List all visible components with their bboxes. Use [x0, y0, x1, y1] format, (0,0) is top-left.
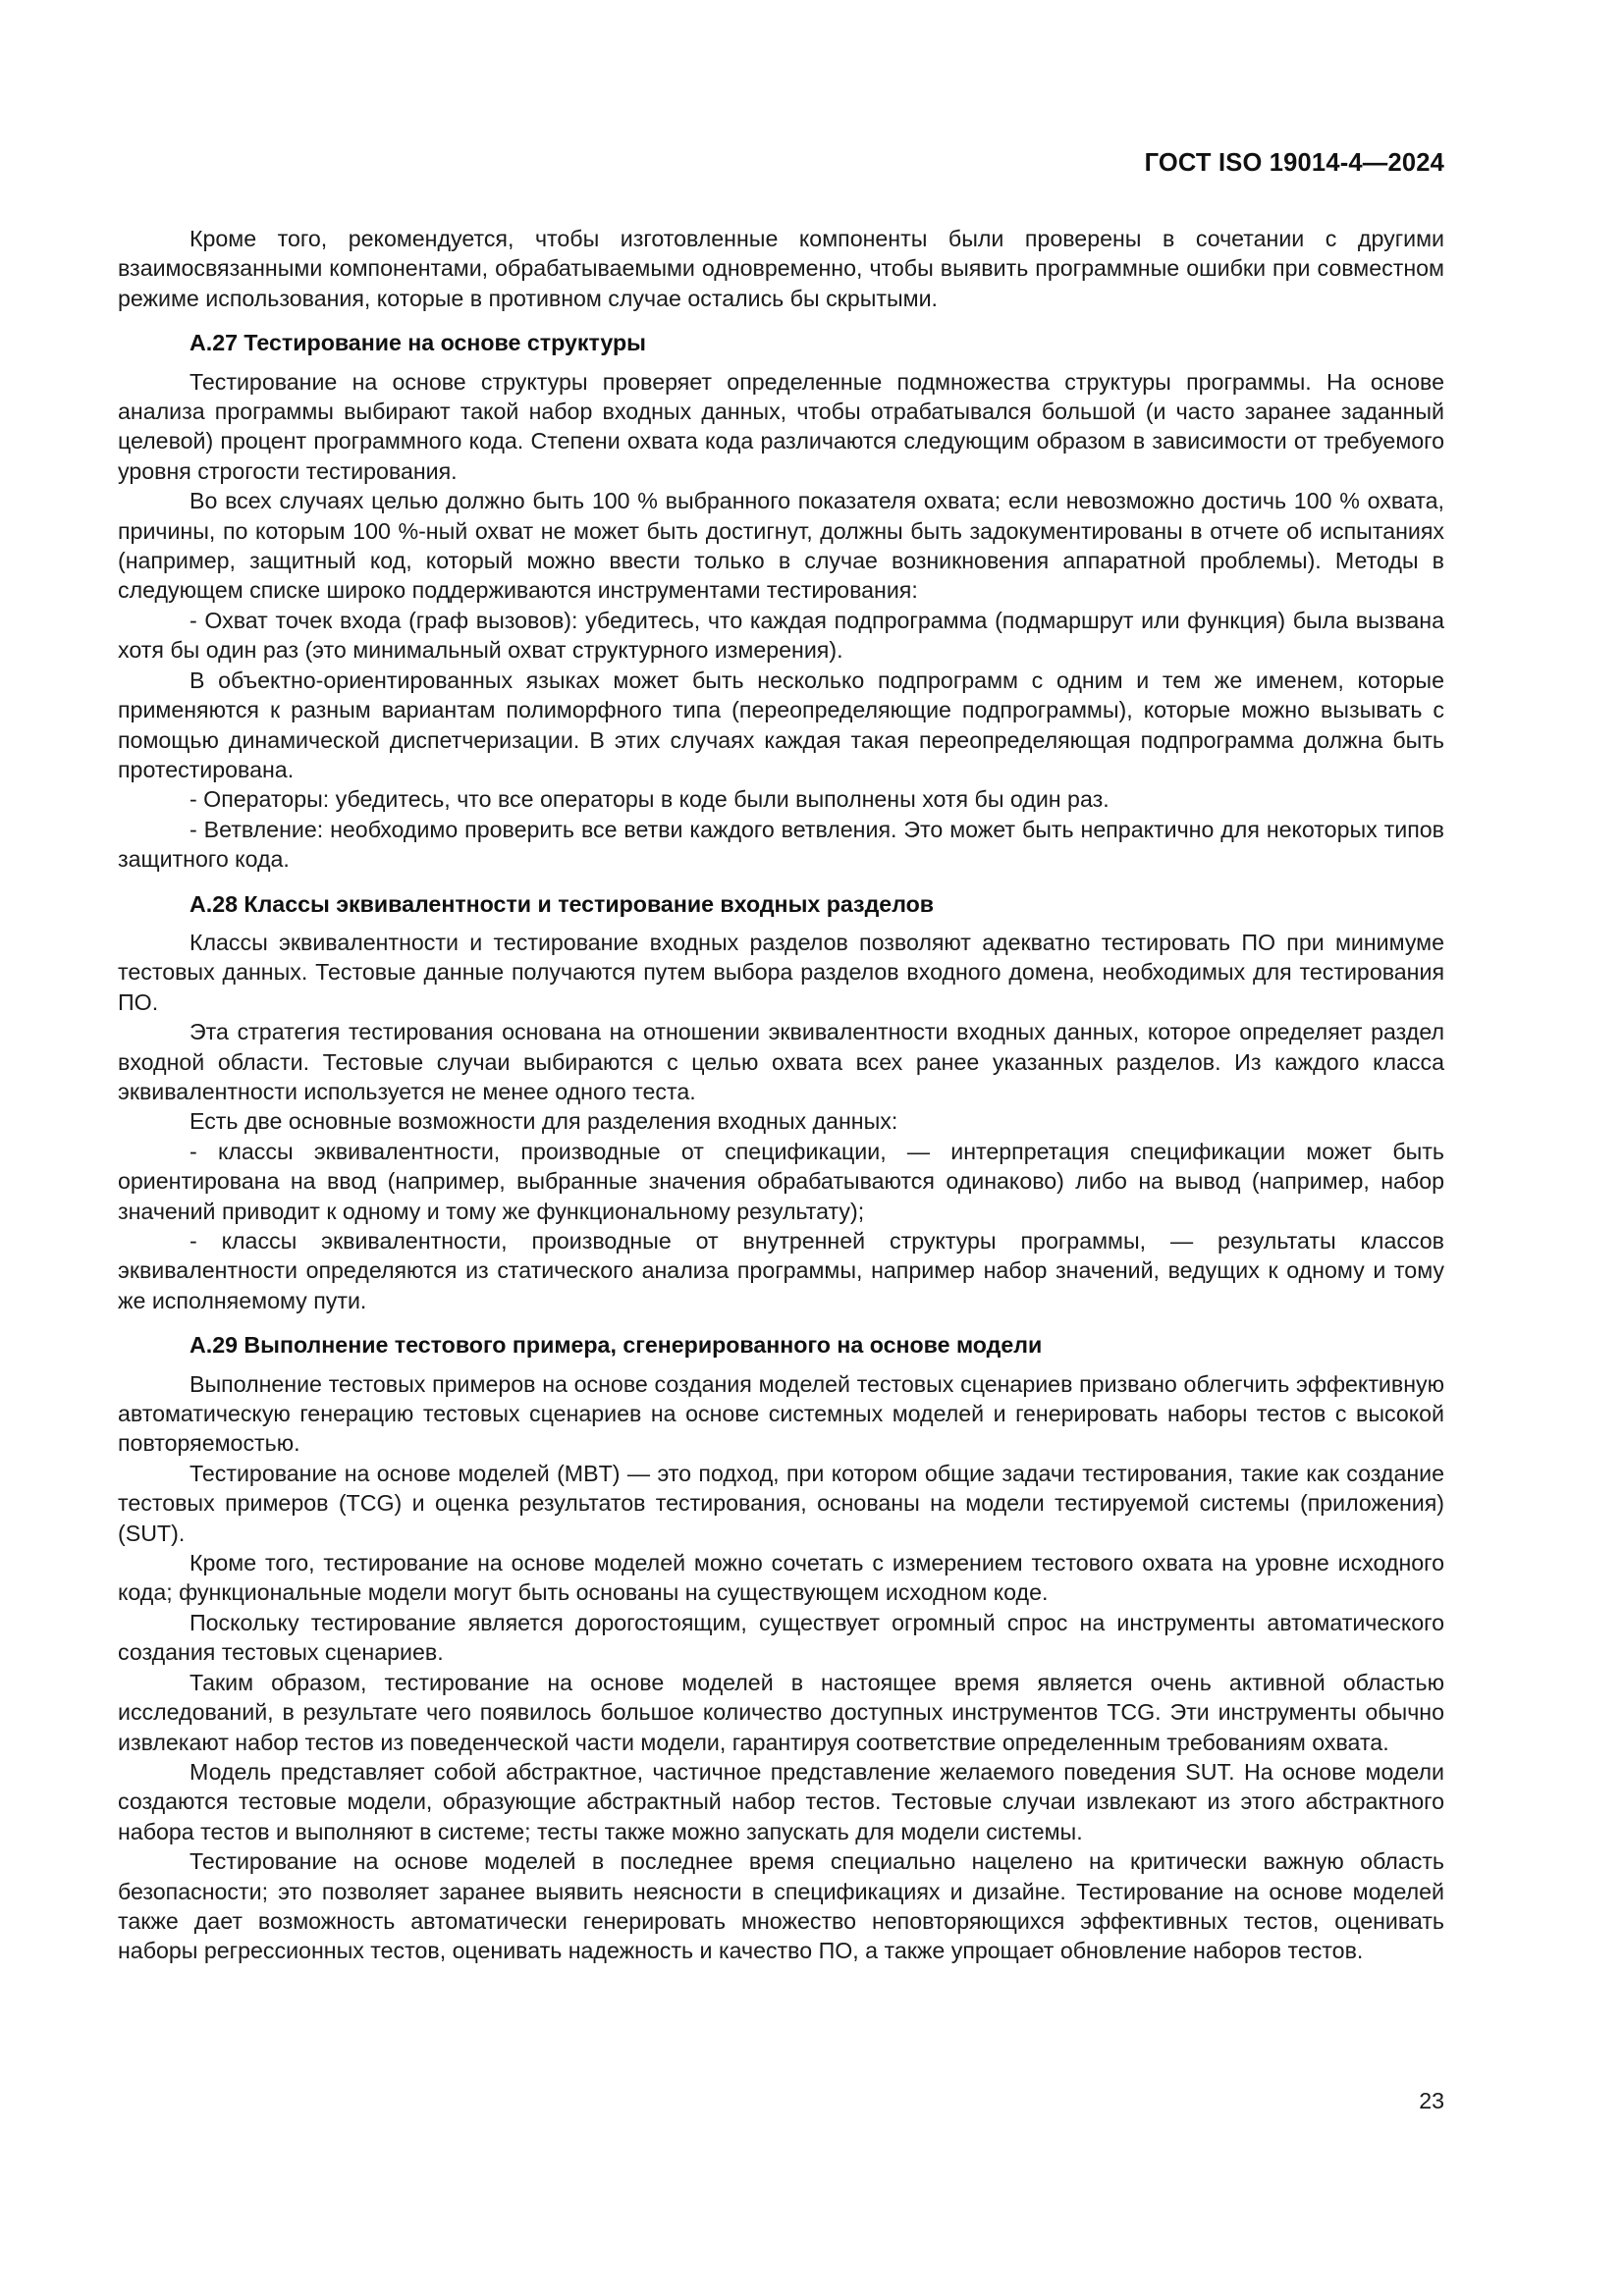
- paragraph: Эта стратегия тестирования основана на отношении эквивалентности входных данных, которое определяет раздел входной области. Тестовые случаи выбираются с целью охвата всех ранее указанных разделов. Из каждого класса эквивалентности используется не менее одного теста.: [118, 1019, 1444, 1104]
- paragraph: Кроме того, тестирование на основе моделей можно сочетать с измерением тестового охвата на уровне исходного кода; функциональные модели могут быть основаны на существующем исходном коде.: [118, 1550, 1444, 1606]
- section-heading-a27: А.27 Тестирование на основе структуры: [189, 330, 646, 356]
- section-heading-a28: А.28 Классы эквивалентности и тестирование входных разделов: [189, 890, 935, 917]
- paragraph: Тестирование на основе структуры проверяет определенные подмножества структуры программы. На основе анализа программы выбирают такой набор входных данных, чтобы отрабатывался большой (и часто заранее заданный целевой) процент программного кода. Степени охвата кода различаются следующим образом в зависимости от требуемого уровня строгости тестирования.: [118, 368, 1444, 484]
- paragraph: Выполнение тестовых примеров на основе создания моделей тестовых сценариев призвано облегчить эффективную автоматическую генерацию тестовых сценариев на основе системных моделей и генерировать наборы тестов с высокой повторяемостью.: [118, 1370, 1444, 1457]
- page-number: 23: [1419, 2088, 1444, 2113]
- list-item: - Охват точек входа (граф вызовов): убедитесь, что каждая подпрограмма (подмаршрут или функция) была вызвана хотя бы один раз (это минимальный охват структурного измерения).: [118, 607, 1444, 664]
- paragraph: Тестирование на основе моделей в последнее время специально нацелено на критически важную область безопасности; это позволяет заранее выявить неясности в спецификациях и дизайне. Тестирование на основе моделей также дает возможность автоматически генерировать множество неповторяющихся эффективных тестов, оценивать наборы регрессионных тестов, оценивать надежность и качество ПО, а также упрощает обновление наборов тестов.: [118, 1848, 1444, 1964]
- list-item: - Операторы: убедитесь, что все операторы в коде были выполнены хотя бы один раз.: [189, 786, 1110, 813]
- paragraph: Таким образом, тестирование на основе моделей в настоящее время является очень активной областью исследований, в результате чего появилось большое количество доступных инструментов TCG. Эти инструменты обычно извлекают набор тестов из поведенческой части модели, гарантируя соответствие определенным требованиям охвата.: [118, 1669, 1444, 1755]
- paragraph: Поскольку тестирование является дорогостоящим, существует огромный спрос на инструменты автоматического создания тестовых сценариев.: [118, 1609, 1444, 1666]
- paragraph: Классы эквивалентности и тестирование входных разделов позволяют адекватно тестировать ПО при минимуме тестовых данных. Тестовые данные получаются путем выбора разделов входного домена, необходимых для тестирования ПО.: [118, 929, 1444, 1015]
- standard-code-header: ГОСТ ISO 19014-4—2024: [1144, 149, 1444, 177]
- paragraph: Тестирование на основе моделей (MBT) — это подход, при котором общие задачи тестирования, такие как создание тестовых примеров (TCG) и оценка результатов тестирования, основаны на модели тестируемой системы (приложения) (SUT).: [118, 1460, 1444, 1546]
- paragraph: Модель представляет собой абстрактное, частичное представление желаемого поведения SUT. На основе модели создаются тестовые модели, образующие абстрактный набор тестов. Тестовые случаи извлекают из этого абстрактного набора тестов и выполняют в системе; тесты также можно запускать для модели системы.: [118, 1758, 1444, 1844]
- section-heading-a29: А.29 Выполнение тестового примера, сгенерированного на основе модели: [189, 1332, 1043, 1359]
- paragraph: В объектно-ориентированных языках может быть несколько подпрограмм с одним и тем же именем, которые применяются к разным вариантам полиморфного типа (переопределяющие подпрограммы), которые можно вызывать с помощью динамической диспетчеризации. В этих случаях каждая такая переопределяющая подпрограмма должна быть протестирована.: [118, 667, 1444, 782]
- document-body: [118, 224, 1444, 1966]
- paragraph: Кроме того, рекомендуется, чтобы изготовленные компоненты были проверены в сочетании с другими взаимосвязанными компонентами, обрабатываемыми одновременно, чтобы выявить программные ошибки при совместном режиме использования, которые в противном случае остались бы скрытыми.: [118, 226, 1444, 311]
- list-item: - Ветвление: необходимо проверить все ветви каждого ветвления. Это может быть непрактично для некоторых типов защитного кода.: [118, 816, 1444, 873]
- list-item: - классы эквивалентности, производные от внутренней структуры программы, — результаты классов эквивалентности определяются из статического анализа программы, например набор значений, ведущих к одному и тому же исполняемому пути.: [118, 1228, 1444, 1313]
- paragraph: Есть две основные возможности для разделения входных данных:: [189, 1108, 898, 1135]
- list-item: - классы эквивалентности, производные от спецификации, — интерпретация спецификации может быть ориентирована на ввод (например, выбранные значения обрабатываются одинаково) либо на вывод (например, набор значений приводит к одному и тому же функциональному результату);: [118, 1138, 1444, 1224]
- paragraph: Во всех случаях целью должно быть 100 % выбранного показателя охвата; если невозможно достичь 100 % охвата, причины, по которым 100 %-ный охват не может быть достигнут, должны быть задокументированы в отчете об испытаниях (например, защитный код, который можно ввести только в случае возникновения аппаратной проблемы). Методы в следующем списке широко поддерживаются инструментами тестирования:: [118, 488, 1444, 604]
